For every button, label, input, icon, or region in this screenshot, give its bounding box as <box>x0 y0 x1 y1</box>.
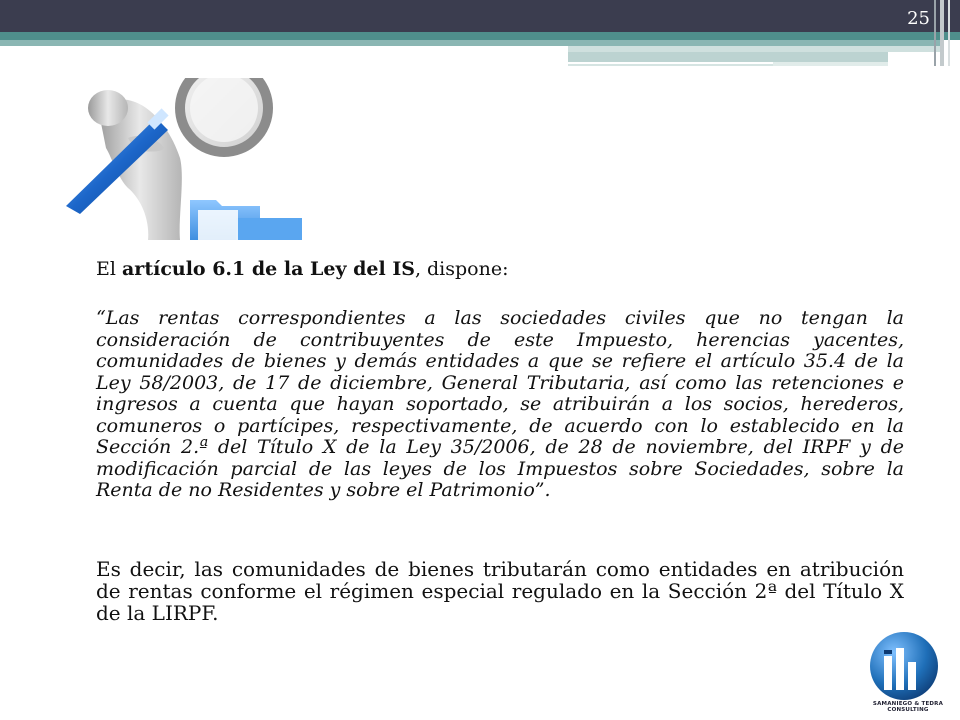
header-accent-stripe-2 <box>568 52 888 62</box>
header-teal-stripe <box>0 32 960 40</box>
intro-suffix: , dispone: <box>414 258 509 280</box>
header-vertical-line <box>934 0 936 66</box>
magnifier-figure-illustration <box>40 78 302 240</box>
intro-paragraph <box>96 256 904 282</box>
conclusion-paragraph: Es decir, las comunidades de bienes tributarán como entidades en atribución de rentas conforme el régimen especial regulado en la Sección 2ª del Título X de la LIRPF. <box>96 556 904 625</box>
intro-article-reference: artículo 6.1 de la Ley del IS <box>122 258 415 280</box>
law-quote: “Las rentas correspondientes a las sociedades civiles que no tengan la consideración de contribuyentes de este Impuesto, herencias yacentes, comunidades de bienes y demás entidades a que se refiere el artículo 35.4 de la Ley 58/2003, de 17 de diciembre, General Tributaria, así como las retenciones e ingresos a cuenta que hayan soportado, se atribuirán a los socios, herederos, comuneros o partícipes, respectivamente, de acuerdo con lo establecido en la Sección 2.ª del Título X de la Ley 35/2006, de 28 de noviembre, del IRPF y de modificación parcial de las leyes de los Impuestos sobre Sociedades, sobre la Renta de no Residentes y sobre el Patrimonio”. <box>96 307 904 501</box>
header-dark-bar <box>0 0 960 32</box>
header-accent-stripe-4 <box>568 64 773 66</box>
header-accent-stripe-3 <box>773 62 888 66</box>
intro-prefix: El <box>96 258 122 280</box>
header-vertical-line <box>940 0 944 66</box>
logo-caption: SAMANIEGO & TEDRA CONSULTING <box>872 701 944 713</box>
slide-content <box>96 256 904 624</box>
page-number: 25 <box>907 8 930 29</box>
header-vertical-line <box>948 0 950 66</box>
